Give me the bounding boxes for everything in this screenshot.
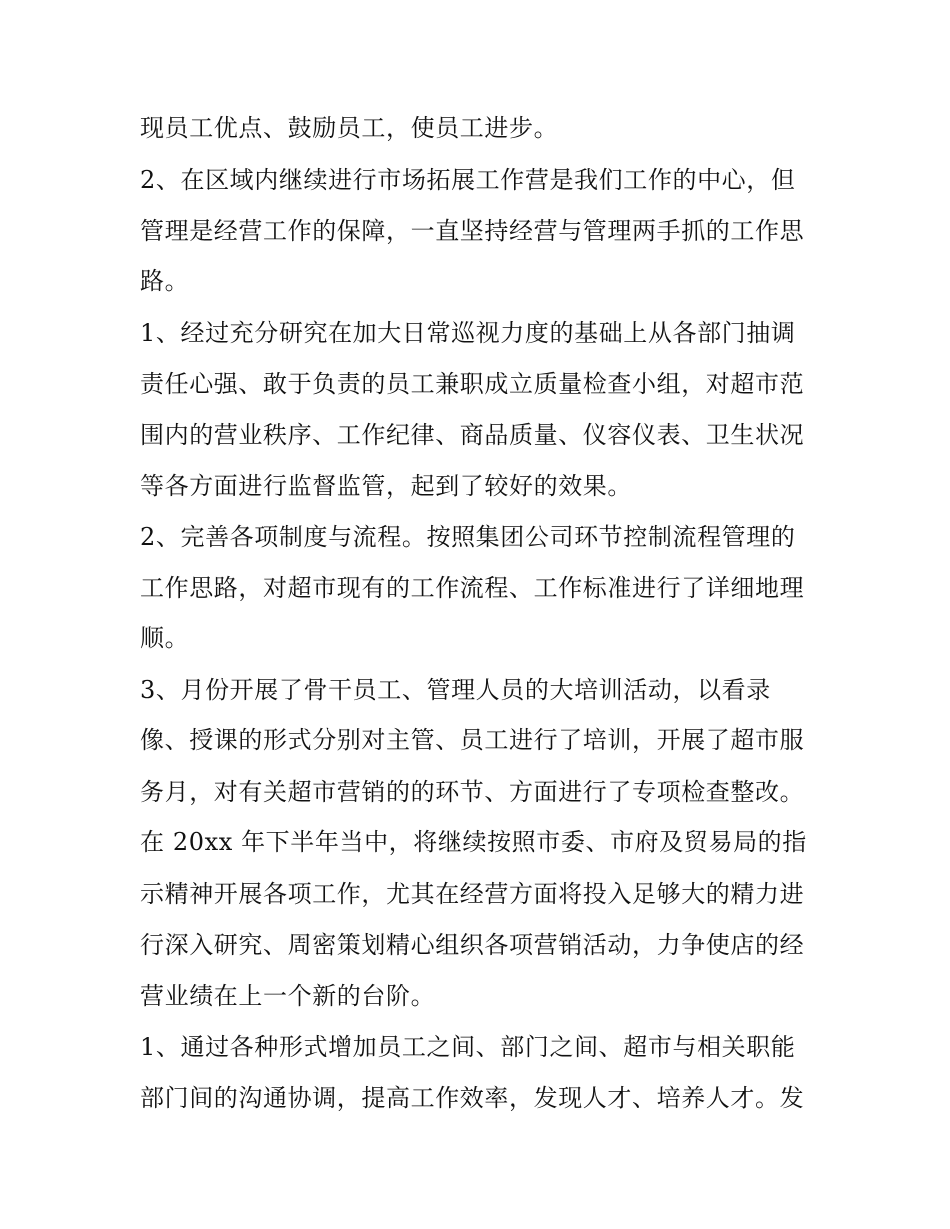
text-line: 行深入研究、周密策划精心组织各项营销活动，力争使店的经 [140, 931, 805, 959]
text-line: 路。 [140, 267, 190, 295]
text-line: 等各方面进行监督监管，起到了较好的效果。 [140, 472, 632, 500]
text-line: 2、在区域内继续进行市场拓展工作营是我们工作的中心，但 [140, 166, 796, 194]
text-line: 示精神开展各项工作，尤其在经营方面将投入足够大的精力进 [140, 880, 805, 908]
text-line: 像、授课的形式分别对主管、员工进行了培训，开展了超市服 [140, 726, 805, 754]
text-line: 1、通过各种形式增加员工之间、部门之间、超市与相关职能 [140, 1033, 796, 1061]
text-line: 在 20xx 年下半年当中，将继续按照市委、市府及贸易局的指 [140, 828, 807, 856]
text-line: 1、经过充分研究在加大日常巡视力度的基础上从各部门抽调 [140, 319, 796, 347]
text-line: 管理是经营工作的保障，一直坚持经营与管理两手抓的工作思 [140, 217, 805, 245]
text-line: 工作思路，对超市现有的工作流程、工作标准进行了详细地理 [140, 574, 805, 602]
text-line: 部门间的沟通协调，提高工作效率，发现人才、培养人才。发 [140, 1084, 805, 1112]
text-line: 围内的营业秩序、工作纪律、商品质量、仪容仪表、卫生状况 [140, 421, 805, 449]
text-line: 现员工优点、鼓励员工，使员工进步。 [140, 114, 559, 142]
text-line: 3、月份开展了骨干员工、管理人员的大培训活动，以看录 [140, 676, 771, 704]
text-line: 顺。 [140, 624, 190, 652]
text-line: 责任心强、敢于负责的员工兼职成立质量检查小组，对超市范 [140, 370, 805, 398]
text-line: 务月，对有关超市营销的的环节、方面进行了专项检查整改。 [140, 778, 805, 806]
text-line: 2、完善各项制度与流程。按照集团公司环节控制流程管理的 [140, 523, 796, 551]
text-line: 营业绩在上一个新的台阶。 [140, 982, 436, 1010]
